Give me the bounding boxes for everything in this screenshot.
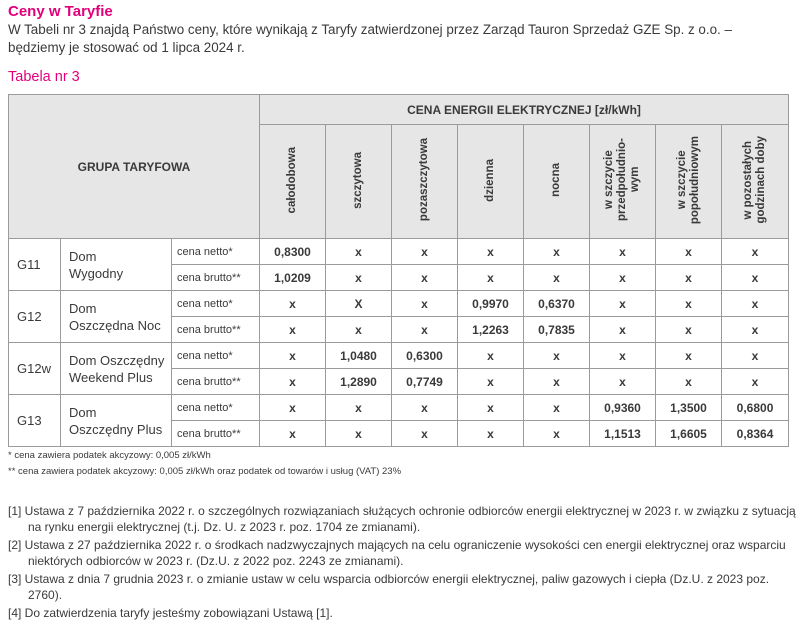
column-header-label: dzienna bbox=[484, 158, 496, 202]
price-cell: x bbox=[656, 317, 722, 343]
intro-paragraph: W Tabeli nr 3 znajdą Państwo ceny, które wynikają z Taryfy zatwierdzonej przez Zarząd Tauron Sprzedaż GZE Sp. z o.o. – będziemy je stosować od 1 lipca 2024 r. bbox=[8, 22, 732, 55]
price-cell: 1,3500 bbox=[656, 395, 722, 421]
price-cell: x bbox=[326, 421, 392, 447]
column-header bbox=[656, 125, 722, 239]
price-cell: x bbox=[326, 317, 392, 343]
price-cell: x bbox=[590, 317, 656, 343]
tariff-price-table bbox=[8, 94, 789, 447]
price-cell: x bbox=[326, 265, 392, 291]
price-cell: x bbox=[524, 369, 590, 395]
column-header bbox=[326, 125, 392, 239]
column-header bbox=[260, 125, 326, 239]
table-label: Tabela nr 3 bbox=[8, 69, 80, 85]
price-cell: 0,8300 bbox=[260, 239, 326, 265]
tariff-name: Dom Oszczędny Weekend Plus bbox=[61, 343, 172, 395]
footnote-gross: ** cena zawiera podatek akcyzowy: 0,005 zł/kWh oraz podatek od towarów i usług (VAT) 23% bbox=[8, 466, 402, 477]
price-cell: 0,6370 bbox=[524, 291, 590, 317]
price-cell: x bbox=[392, 395, 458, 421]
price-cell: x bbox=[590, 291, 656, 317]
column-header-label: w szczycie przedpołudnio- wym bbox=[603, 138, 641, 222]
price-type: cena netto* bbox=[172, 239, 260, 265]
price-cell: x bbox=[458, 369, 524, 395]
price-type: cena netto* bbox=[172, 395, 260, 421]
tariff-code: G13 bbox=[9, 395, 61, 447]
table-row bbox=[9, 291, 789, 317]
tariff-code: G12w bbox=[9, 343, 61, 395]
price-cell: x bbox=[392, 265, 458, 291]
price-cell: 1,0480 bbox=[326, 343, 392, 369]
price-cell: x bbox=[260, 369, 326, 395]
price-type: cena netto* bbox=[172, 291, 260, 317]
column-header-label: szczytowa bbox=[352, 151, 364, 209]
price-type: cena brutto** bbox=[172, 265, 260, 291]
reference-item: [4] Do zatwierdzenia taryfy jesteśmy zobowiązani Ustawą [1]. bbox=[8, 606, 333, 620]
price-cell: x bbox=[590, 369, 656, 395]
references-list bbox=[8, 503, 798, 623]
price-cell: x bbox=[656, 265, 722, 291]
price-cell: 0,9360 bbox=[590, 395, 656, 421]
table-row bbox=[9, 343, 789, 369]
price-type: cena brutto** bbox=[172, 317, 260, 343]
price-cell: x bbox=[260, 421, 326, 447]
column-header bbox=[524, 125, 590, 239]
price-cell: x bbox=[656, 239, 722, 265]
price-cell: x bbox=[260, 343, 326, 369]
price-cell: x bbox=[656, 343, 722, 369]
price-cell: x bbox=[656, 369, 722, 395]
price-cell: x bbox=[524, 343, 590, 369]
tariff-name: Dom Wygodny bbox=[61, 239, 172, 291]
footnote-net: * cena zawiera podatek akcyzowy: 0,005 zł/kWh bbox=[8, 450, 211, 461]
price-cell: x bbox=[392, 421, 458, 447]
price-cell: x bbox=[458, 265, 524, 291]
column-header-label: nocna bbox=[550, 163, 562, 197]
price-cell: x bbox=[590, 343, 656, 369]
price-type: cena brutto** bbox=[172, 421, 260, 447]
price-cell: 0,6300 bbox=[392, 343, 458, 369]
price-cell: x bbox=[722, 317, 789, 343]
price-cell: 1,6605 bbox=[656, 421, 722, 447]
price-cell: x bbox=[722, 343, 789, 369]
price-cell: x bbox=[524, 395, 590, 421]
tariff-name: Dom Oszczędny Plus bbox=[61, 395, 172, 447]
price-header: CENA ENERGII ELEKTRYCZNEJ [zł/kWh] bbox=[260, 95, 789, 125]
column-header-label: pozaszczytowa bbox=[418, 138, 430, 222]
price-cell: x bbox=[392, 317, 458, 343]
price-cell: x bbox=[722, 265, 789, 291]
price-cell: x bbox=[524, 421, 590, 447]
price-cell: x bbox=[326, 395, 392, 421]
price-cell: x bbox=[590, 239, 656, 265]
price-cell: x bbox=[260, 291, 326, 317]
price-cell: X bbox=[326, 291, 392, 317]
price-cell: x bbox=[392, 239, 458, 265]
price-cell: x bbox=[590, 265, 656, 291]
price-cell: x bbox=[458, 239, 524, 265]
price-cell: x bbox=[392, 291, 458, 317]
price-type: cena brutto** bbox=[172, 369, 260, 395]
price-cell: x bbox=[722, 291, 789, 317]
column-header-label: całodobowa bbox=[286, 146, 298, 214]
price-cell: 0,6800 bbox=[722, 395, 789, 421]
reference-item: [2] Ustawa z 27 października 2022 r. o środkach nadzwyczajnych mających na celu ograniczenie wysokości cen energii elektrycznej oraz wsparciu niektórych odbiorców w 2023 r. (Dz.U. z 2022 poz. 2243 ze zmianami). bbox=[8, 538, 786, 568]
tariff-name: Dom Oszczędna Noc bbox=[61, 291, 172, 343]
column-header bbox=[392, 125, 458, 239]
column-header bbox=[590, 125, 656, 239]
section-heading: Ceny w Taryfie bbox=[8, 3, 113, 20]
tariff-code: G12 bbox=[9, 291, 61, 343]
price-cell: x bbox=[524, 265, 590, 291]
price-cell: x bbox=[722, 369, 789, 395]
price-cell: 1,2890 bbox=[326, 369, 392, 395]
price-cell: x bbox=[458, 395, 524, 421]
price-cell: x bbox=[458, 343, 524, 369]
price-cell: x bbox=[656, 291, 722, 317]
reference-item: [1] Ustawa z 7 października 2022 r. o szczególnych rozwiązaniach służących ochronie odbiorców energii elektrycznej w 2023 r. w związku z sytuacją na rynku energii elektrycznej (t.j. Dz. U. z 2023 r. poz. 1704 ze zmianami). bbox=[8, 504, 796, 534]
price-cell: x bbox=[260, 395, 326, 421]
group-header: GRUPA TARYFOWA bbox=[9, 95, 260, 239]
price-cell: x bbox=[722, 239, 789, 265]
table-row bbox=[9, 239, 789, 265]
table-body bbox=[9, 239, 789, 447]
price-cell: x bbox=[326, 239, 392, 265]
price-cell: 0,8364 bbox=[722, 421, 789, 447]
price-cell: x bbox=[524, 239, 590, 265]
price-cell: 1,0209 bbox=[260, 265, 326, 291]
tariff-code: G11 bbox=[9, 239, 61, 291]
column-header-label: w szczycie popołudniowym bbox=[675, 135, 701, 225]
price-cell: 1,2263 bbox=[458, 317, 524, 343]
price-cell: x bbox=[260, 317, 326, 343]
column-header bbox=[458, 125, 524, 239]
price-cell: 1,1513 bbox=[590, 421, 656, 447]
price-cell: 0,7749 bbox=[392, 369, 458, 395]
price-cell: x bbox=[458, 421, 524, 447]
column-header bbox=[722, 125, 789, 239]
column-header-label: w pozostałych godzinach doby bbox=[742, 136, 768, 224]
price-type: cena netto* bbox=[172, 343, 260, 369]
price-cell: 0,7835 bbox=[524, 317, 590, 343]
price-cell: 0,9970 bbox=[458, 291, 524, 317]
reference-item: [3] Ustawa z dnia 7 grudnia 2023 r. o zmianie ustaw w celu wsparcia odbiorców energii elektrycznej, paliw gazowych i ciepła (Dz.U. z 2023 poz. 2760). bbox=[8, 572, 770, 602]
table-row bbox=[9, 395, 789, 421]
